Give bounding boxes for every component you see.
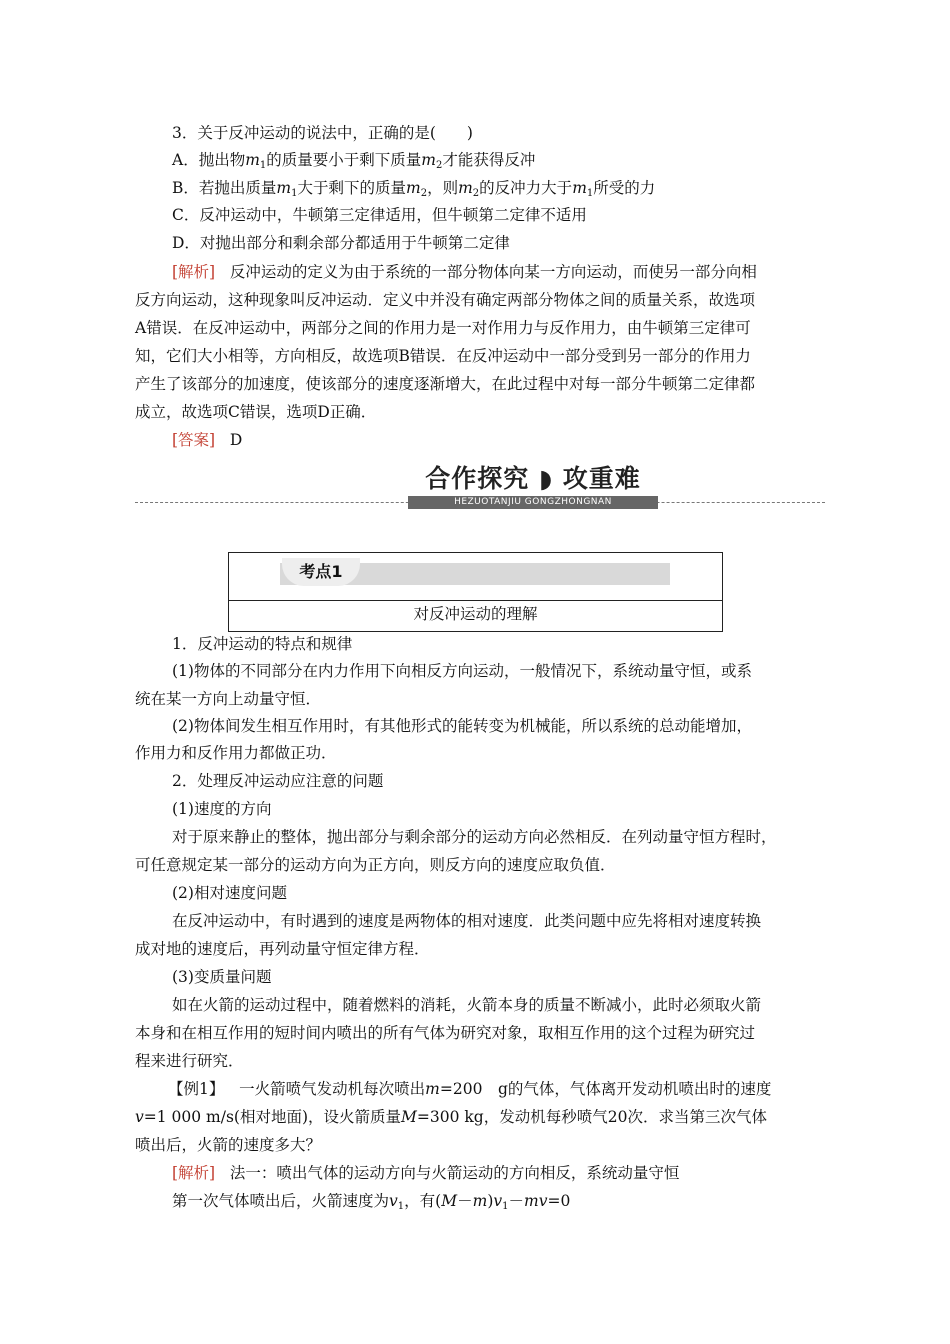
- body-line: (1)物体的不同部分在内力作用下向相反方向运动，一般情况下，系统动量守恒，或系: [172, 662, 752, 680]
- analysis-line: A错误．在反冲运动中，两部分之间的作用力是一对作用力与反作用力，由牛顿第三定律可: [135, 319, 751, 337]
- body-line: 可任意规定某一部分的运动方向为正方向，则反方向的速度应取负值．: [135, 856, 616, 874]
- body-line: 1．反冲运动的特点和规律: [172, 635, 353, 653]
- answer-tag: [答案]: [172, 431, 216, 449]
- example-line: 【例1】 一火箭喷气发动机每次喷出m=200 g的气体，气体离开发动机喷出时的速度: [168, 1080, 772, 1098]
- example-tag: 【例1】: [168, 1080, 225, 1098]
- analysis-line: 反方向运动，这种现象叫反冲运动．定义中并没有确定两部分物体之间的质量关系，故选项: [135, 291, 756, 309]
- section-banner-title: 合作探究 ◗ 攻重难: [425, 464, 641, 493]
- analysis-line: [解析] 反冲运动的定义为由于系统的一部分物体向某一方向运动，而使另一部分向相: [172, 263, 757, 281]
- body-line: 本身和在相互作用的短时间内喷出的所有气体为研究对象，取相互作用的这个过程为研究过: [135, 1024, 756, 1042]
- option-a: A．抛出物$m_1$的质量要小于剩下质量$m_2$才能获得反冲: [172, 151, 536, 171]
- analysis-line: 成立，故选项C错误，选项D正确．: [135, 403, 377, 421]
- analysis-line: 产生了该部分的加速度，使该部分的速度逐渐增大，在此过程中对每一部分牛顿第二定律都: [135, 375, 756, 393]
- question-stem: 3．关于反冲运动的说法中，正确的是( ): [172, 124, 473, 142]
- body-line: (3)变质量问题: [172, 968, 272, 986]
- example-analysis-line: [解析] 法一：喷出气体的运动方向与火箭运动的方向相反，系统动量守恒: [172, 1164, 680, 1182]
- option-b: B．若抛出质量$m_1$大于剩下的质量$m_2$，则$m_2$的反冲力大于$m_1$所受的力: [172, 179, 656, 199]
- body-line: (2)物体间发生相互作用时，有其他形式的能转变为机械能，所以系统的总动能增加，: [172, 717, 752, 735]
- body-line: 对于原来静止的整体，抛出部分与剩余部分的运动方向必然相反．在列动量守恒方程时，: [172, 828, 777, 846]
- answer-line: [答案] D: [172, 431, 243, 449]
- topic-caption: 对反冲运动的理解: [413, 605, 538, 623]
- option-d: D．对抛出部分和剩余部分都适用于牛顿第二定律: [172, 234, 510, 252]
- analysis-tag: [解析]: [172, 263, 216, 281]
- body-line: 2．处理反冲运动应注意的问题: [172, 772, 384, 790]
- body-line: (2)相对速度问题: [172, 884, 287, 902]
- body-line: 程来进行研究．: [135, 1052, 244, 1070]
- body-line: 如在火箭的运动过程中，随着燃料的消耗，火箭本身的质量不断减小，此时必须取火箭: [172, 996, 762, 1014]
- example-line: 喷出后，火箭的速度多大？: [135, 1136, 322, 1154]
- analysis-tag: [解析]: [172, 1164, 216, 1182]
- body-line: 统在某一方向上动量守恒．: [135, 690, 322, 708]
- option-c: C．反冲运动中，牛顿第三定律适用，但牛顿第二定律不适用: [172, 206, 587, 224]
- body-line: 在反冲运动中，有时遇到的速度是两物体的相对速度．此类问题中应先将相对速度转换: [172, 912, 762, 930]
- body-line: (1)速度的方向: [172, 800, 272, 818]
- example-line: v=1 000 m/s(相对地面)，设火箭质量M=300 kg，发动机每秒喷气20次．求当第三次气体: [135, 1108, 767, 1126]
- analysis-line: 知，它们大小相等，方向相反，故选项B错误．在反冲运动中一部分受到另一部分的作用力: [135, 347, 751, 365]
- section-banner-subtitle: HEZUOTANJIU GONGZHONGNAN: [408, 496, 658, 509]
- body-line: 成对地的速度后，再列动量守恒定律方程．: [135, 940, 430, 958]
- topic-label: 考点1: [282, 558, 360, 586]
- body-line: 作用力和反作用力都做正功．: [135, 744, 337, 762]
- equation-line: 第一次气体喷出后，火箭速度为$v_1$，有$(M-m)v_1-mv=0$: [172, 1192, 571, 1212]
